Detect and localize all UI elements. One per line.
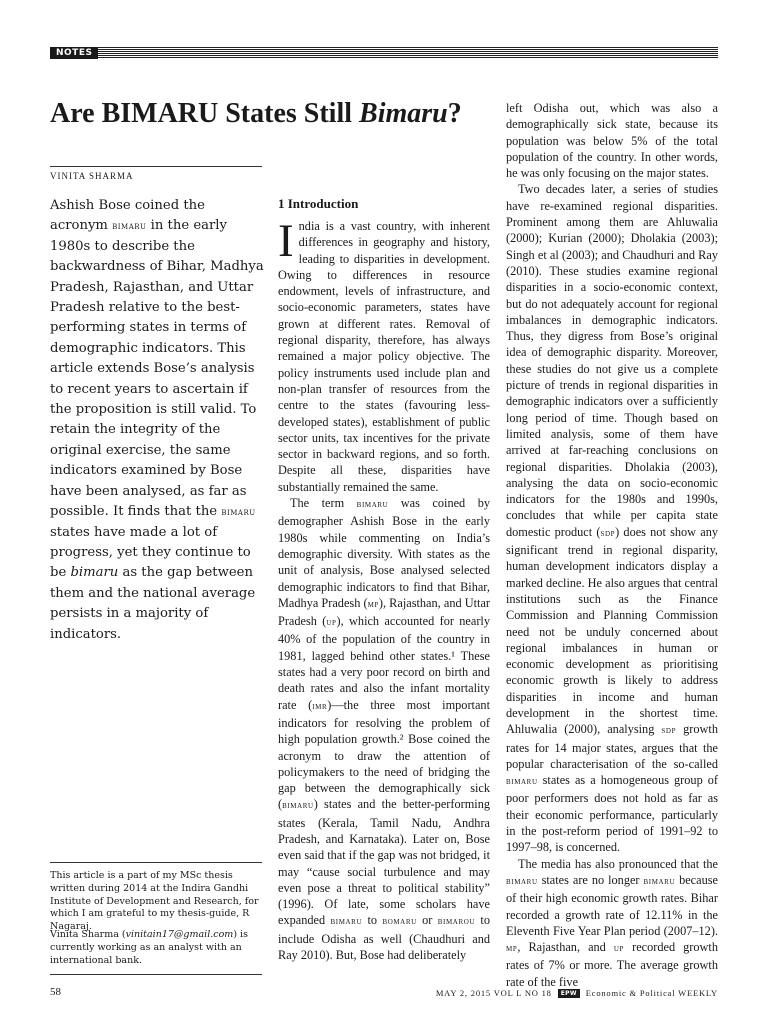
paragraph-odisha: left Odisha out, which was also a demographically sick state, because its population was below 5% of the total population of the country. In other words, he was only focusing on the major states. (506, 101, 718, 181)
drop-cap: I (278, 215, 294, 267)
footnote-divider (50, 862, 262, 863)
journal-name: Economic & Political WEEKLY (585, 988, 718, 998)
paragraph-bose: The term bimaru was coined by demographer Ashish Bose in the early 1980s while commenting on India’s demographic diversity. With states as the unit of analysis, Bose analysed selected demographic indicators to find that Bihar, Madhya Pradesh (mp), Rajasthan, and Uttar Pradesh (up), which accounted for nearly 40% of the population of the country in 1981, lagged behind other states.¹ These states had a very poor record on birth and death rates and also the infant mortality rate (imr)—the three most important indicators for resolving the problem of high population growth.² Bose coined the acronym to draw the attention of policymakers to the need of bridging the gap between the demographically sick (bimaru) states and the better-performing states (Kerala, Tamil Nadu, Andhra Pradesh, and Karnataka). Later on, Bose even said that if the gap was not bridged, it may “cause social turbulence and may even pose a threat to political stability” (1996). Of late, some scholars have expanded bimaru to bomaru or bimarou to include Odisha as well (Chaudhuri and Ray 2010). But, Bose had deliberately (278, 496, 490, 963)
page-number: 58 (50, 986, 61, 998)
paragraph-intro: India is a vast country, with inherent differences in geography and history, leading to disparities in development. Owing to differences in resource endowment, levels of infrastructure, and socio-economic parameters, states have grown at different rates. Removal of regional disparity, therefore, has always remained a major policy objective. The policy instruments used include plan and non-plan transfer of resources from the centre to the states (favouring less-developed states), establishment of public sector units, tax incentives for the private sector in backward regions, and so forth. Despite all these, disparities have substantially remained the same. (278, 215, 490, 494)
issue-date: MAY 2, 2015 VOL L NO 18 (435, 988, 552, 998)
section-header-bar (50, 47, 718, 59)
author-divider (50, 166, 262, 167)
author-name: VINITA SHARMA (50, 171, 134, 181)
running-footer (436, 988, 718, 998)
footer-divider (50, 974, 262, 975)
body-column-3 (506, 100, 718, 990)
footnote-author-bio: Vinita Sharma (vinitain17@gmail.com) is currently working as an analyst with an international bank. (50, 929, 248, 966)
section-label: NOTES (50, 47, 98, 59)
article-title: Are BIMARU States Still Bimaru? (50, 98, 462, 129)
section-heading: 1 Introduction (278, 196, 359, 211)
abstract: Ashish Bose coined the acronym bimaru in the early 1980s to describe the backwardness of Bihar, Madhya Pradesh, Rajasthan, and Uttar Pradesh relative to the best-performing states in terms of demographic indicators. This article extends Bose’s analysis to recent years to ascertain if the proposition is still valid. To retain the integrity of the original exercise, the same indicators examined by Bose have been analysed, as far as possible. It finds that the bimaru states have made a lot of progress, yet they continue to be bimaru as the gap between them and the national average persists in a majority of indicators. (50, 198, 264, 642)
body-column-2 (278, 196, 490, 963)
epw-logo: EPW (558, 989, 580, 998)
author-email-link[interactable]: vinitain17@gmail.com (125, 929, 234, 940)
footnote-thesis: This article is a part of my MSc thesis written during 2014 at the Indira Gandhi Institute of Development and Research, for which I am grateful to my thesis-guide, R Nagaraj. (50, 870, 259, 933)
paragraph-media: The media has also pronounced that the bimaru states are no longer bimaru because of their high economic growth rates. Bihar recorded a growth rate of 12.11% in the Eleventh Five Year Plan period (2007–12). mp, Rajasthan, and up recorded growth rates of 7% or more. The average growth rate of the five (506, 856, 718, 989)
paragraph-studies: Two decades later, a series of studies have re-examined regional disparities. Prominent among them are Ahluwalia (2000); Kurian (2000); Dholakia (2003); Singh et al (2003); and Chaudhuri and Ray (2010). These studies examine regional disparities in a socio-economic context, but do not adequately account for regional imbalances in demographic indicators. Thus, they digress from Bose’s original idea of demographic disparity. Moreover, these studies do not give us a complete picture of trends in regional disparities in demographic indicators over a sufficiently long period of time. Though based on limited analysis, some of them have arrived at far-reaching conclusions on regional disparities. Dholakia (2003), analysing the data on socio-economic indicators for the 1980s and 1990s, concludes that while per capita state domestic product (sdp) does not show any significant trend in regional disparity, human development indicators display a marked decline. He also argues that central institutions such as the Finance Commission and Planning Commission need not be unduly concerned about regional imbalances in human or economic development as prioritising economic growth is likely to address disparities in income and human development in the shortest time. Ahluwalia (2000), analysing sdp growth rates for 14 major states, argues that the popular characterisation of the so-called bimaru states as a homogeneous group of poor performers does not hold as far as their economic performance, particularly in the post-reform period of 1991–92 to 1997–98, is concerned. (506, 182, 718, 855)
